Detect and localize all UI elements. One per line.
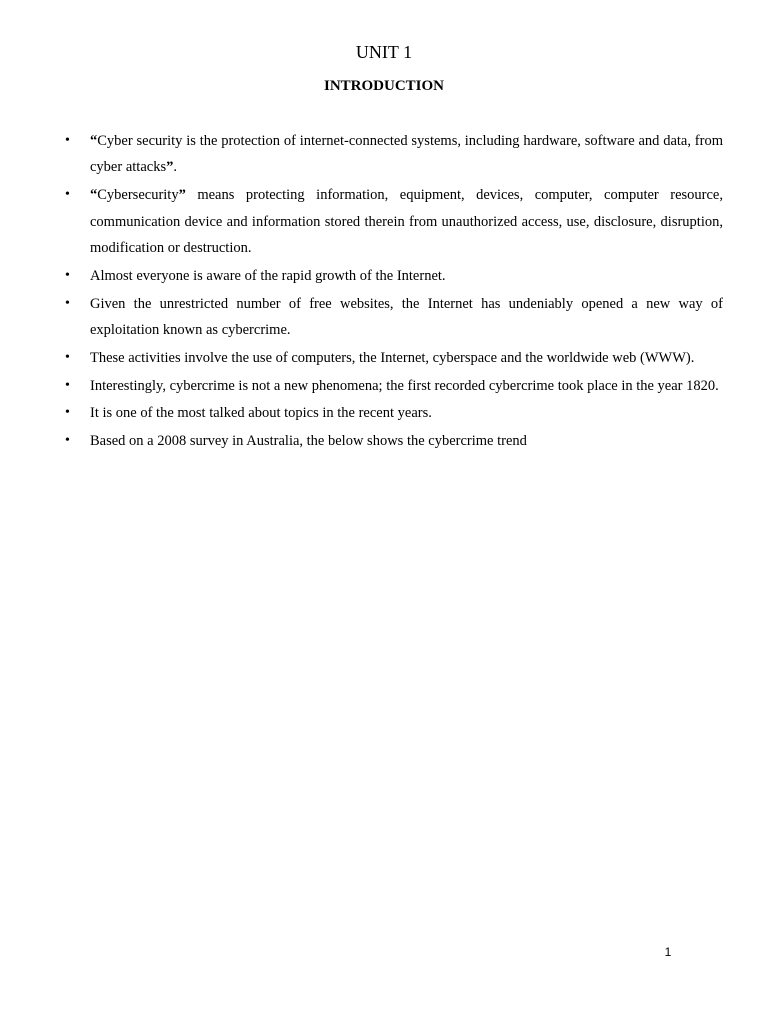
- bullet-item-1: [65, 128, 723, 181]
- bullet-item-8: [65, 428, 723, 454]
- bullet-list: [65, 128, 723, 456]
- bullet-icon: •: [65, 187, 70, 203]
- section-title: INTRODUCTION: [323, 78, 444, 94]
- unit-title: UNIT 1: [355, 42, 413, 62]
- close-quote: ”: [166, 159, 174, 176]
- bullet-icon: •: [65, 267, 70, 283]
- bullet-text: Given the unrestricted number of free websites, the Internet has undeniably opened a new way of exploitation known as cybercrime.: [90, 295, 723, 339]
- bullet-text: Interestingly, cybercrime is not a new phenomena; the first recorded cybercrime took place in the year 1820.: [90, 377, 719, 394]
- bullet-tail: .: [173, 159, 177, 176]
- bullet-icon: •: [65, 349, 70, 365]
- bullet-icon: •: [65, 133, 70, 148]
- close-quote: ”: [178, 187, 186, 204]
- bullet-item-6: [65, 373, 723, 399]
- bullet-icon: •: [65, 405, 70, 421]
- bullet-item-3: [65, 263, 723, 289]
- bullet-icon: •: [65, 433, 70, 449]
- bullet-icon: •: [65, 295, 70, 311]
- bullet-item-4: [65, 291, 723, 344]
- open-quote: “: [90, 187, 98, 204]
- bullet-text: Based on a 2008 survey in Australia, the below shows the cybercrime trend: [90, 433, 527, 450]
- bullet-text: These activities involve the use of computers, the Internet, cyberspace and the worldwide web (WWW).: [90, 349, 695, 366]
- bullet-text: Cybersecurity: [97, 187, 179, 204]
- bullet-item-7: [65, 400, 723, 426]
- bullet-text: It is one of the most talked about topics in the recent years.: [90, 405, 432, 422]
- bullet-text: Cyber security is the protection of internet-connected systems, including hardware, software and data, from cyber attacks: [90, 133, 723, 176]
- bullet-tail: means protecting information, equipment, devices, computer, computer resource, communication device and information stored therein from unauthorized access, use, disclosure, disruption, modification or destruction.: [90, 187, 723, 257]
- bullet-item-5: [65, 345, 723, 371]
- bullet-icon: •: [65, 377, 70, 393]
- bullet-item-2: [65, 182, 723, 261]
- page-number: 1: [664, 945, 672, 959]
- bullet-text: Almost everyone is aware of the rapid growth of the Internet.: [90, 267, 446, 284]
- open-quote: “: [90, 133, 98, 149]
